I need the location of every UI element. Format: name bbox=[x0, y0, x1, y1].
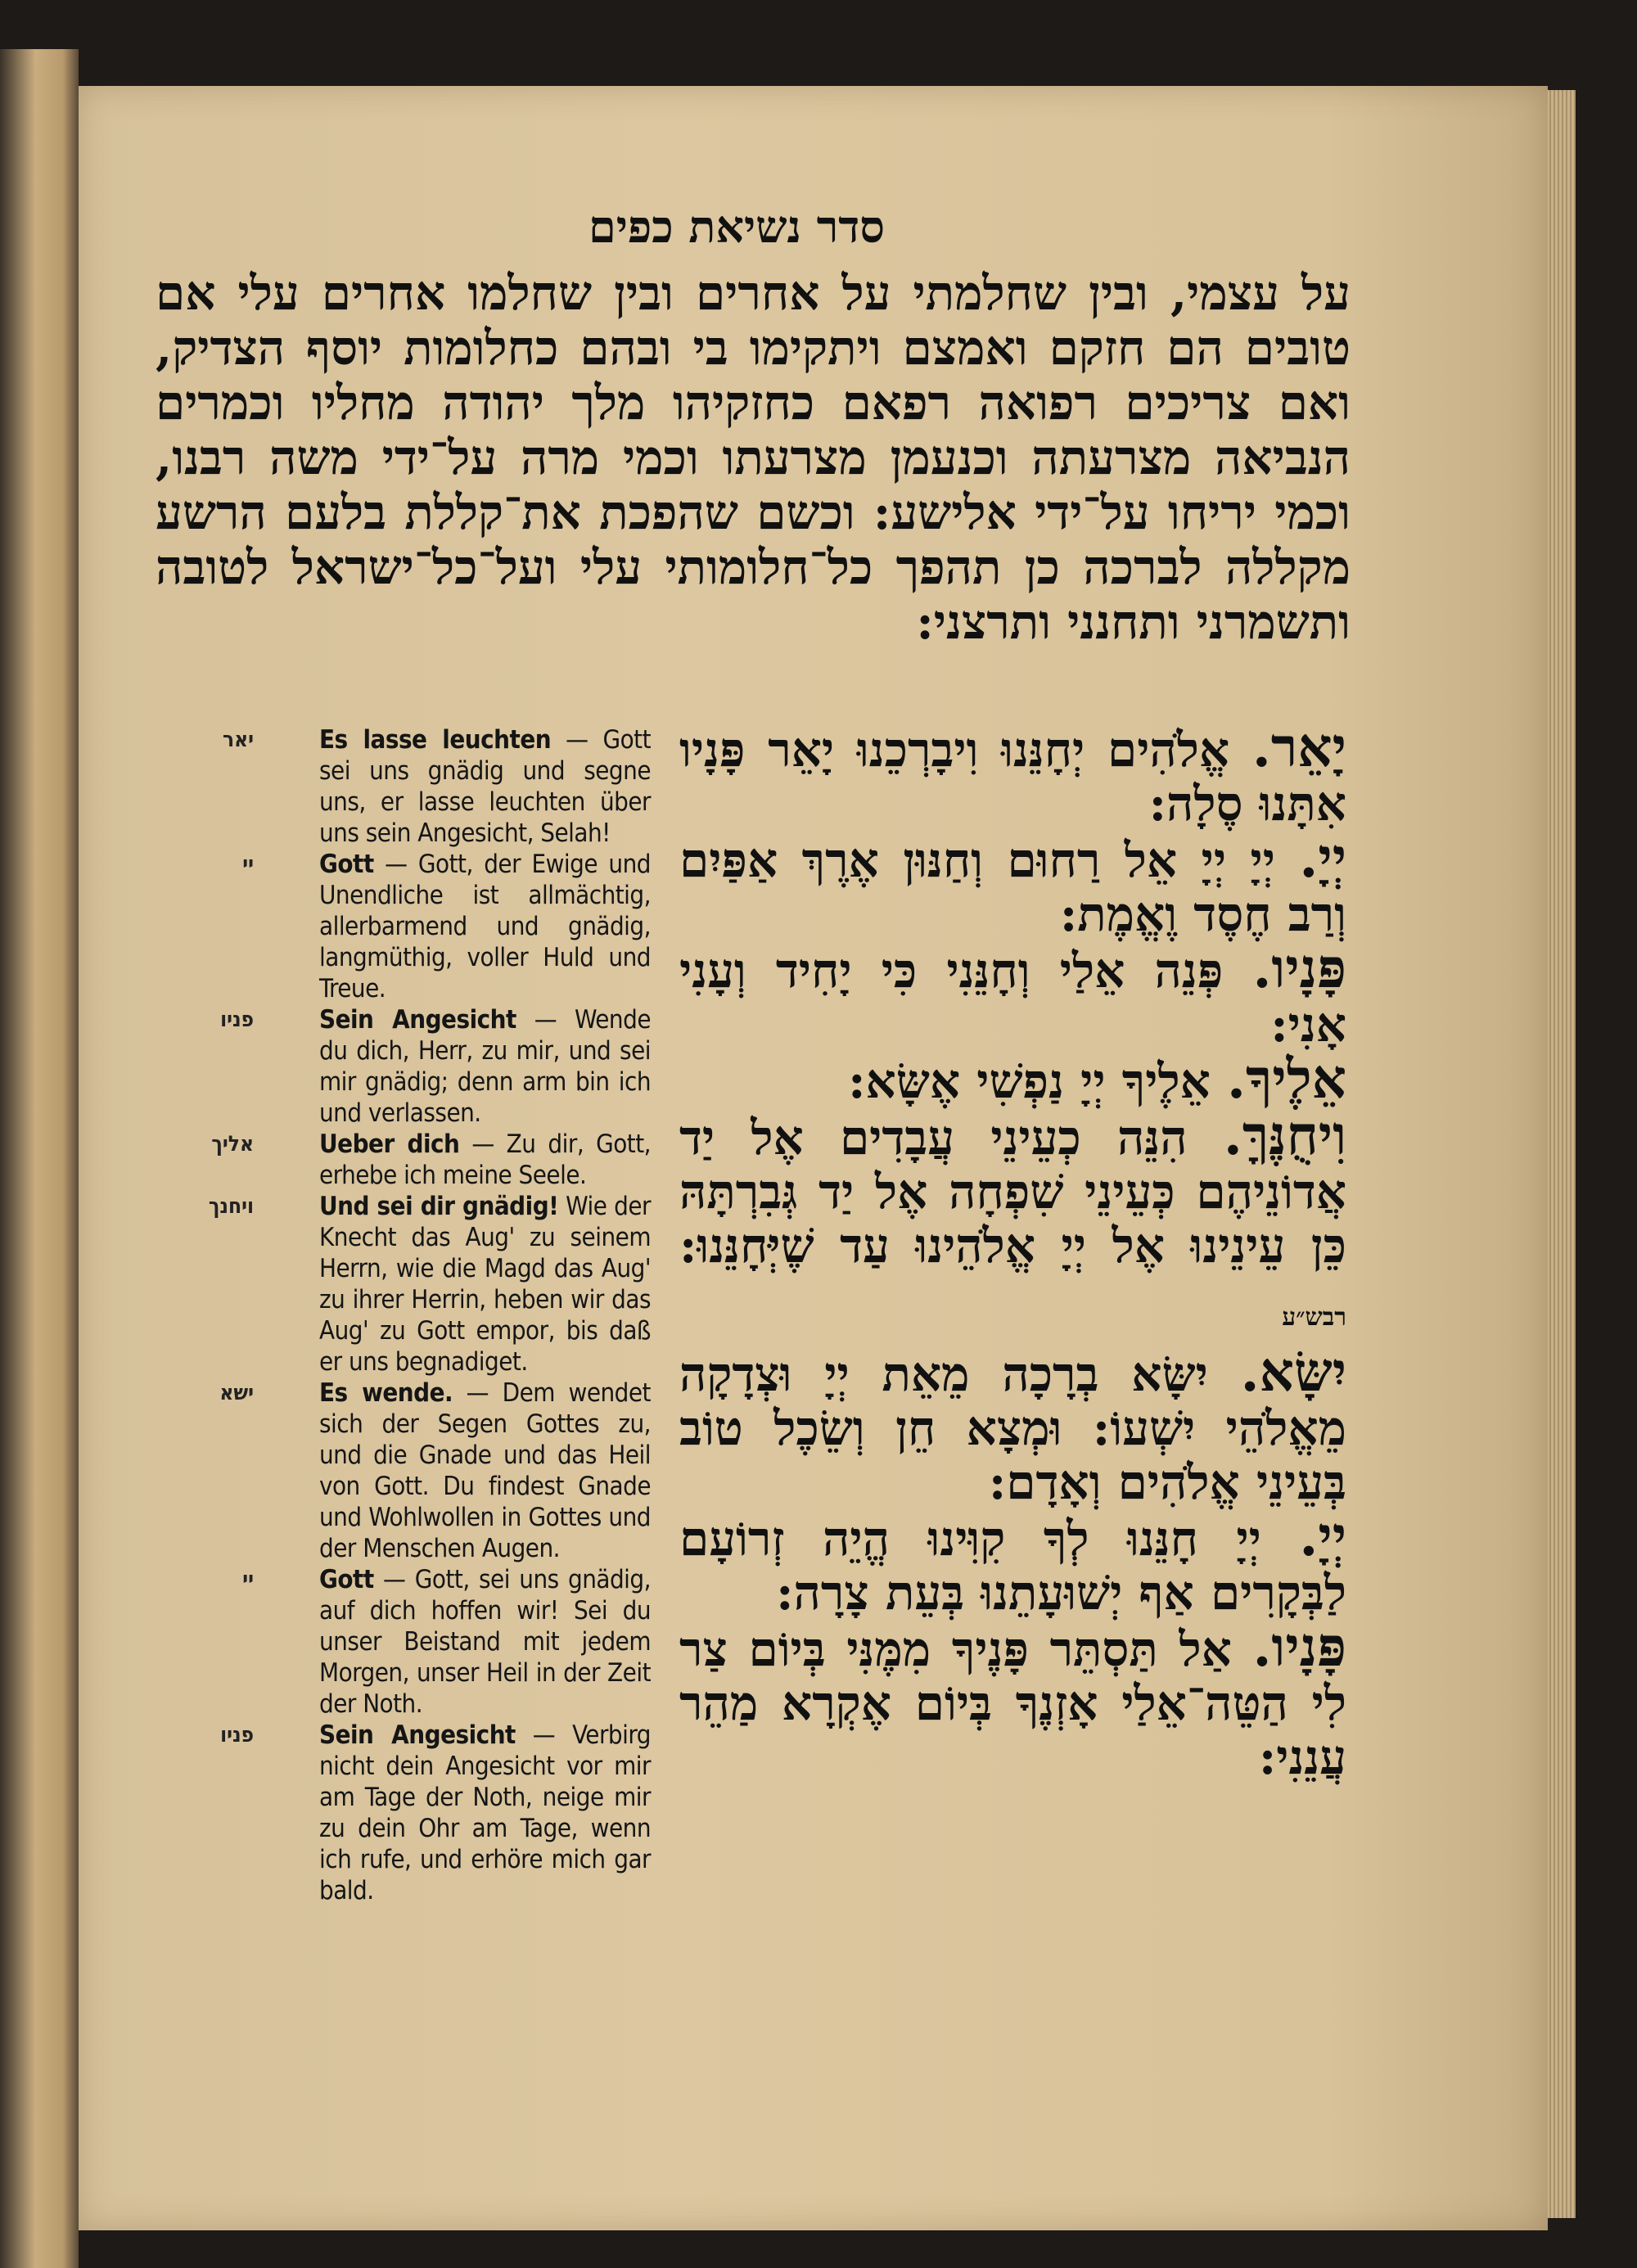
hebrew-entry-body: הִנֵּה כְעֵינֵי עֲבָדִים אֶל יַד אֲדוֹנֵיהֶם כְּעֵינֵי שִׁפְחָה אֶל יַד גְּבִרְתָּהּ כֵּן עֵינֵינוּ אֶל יְיָ אֱלֹהֵינוּ עַד שֶׁיְּחָנֵּנוּ: bbox=[679, 1110, 1346, 1274]
page-heading: סדר נשיאת כפים bbox=[589, 201, 885, 253]
german-entry-body: Wie der Knecht das Aug' zu seinem Herrn, wie die Magd das Aug' zu ihrer Herrin, heben wir das Aug' zu Gott empor, bis daß er uns begnadiget. bbox=[319, 1192, 651, 1377]
intro-paragraph: על עצמי, ובין שחלמתי על אחרים ובין שחלמו אחרים עלי אם טובים הם חזקם ואמצם ויתקימו בי ובהם כחלומות יוסף הצדיק, ואם צריכים רפואה רפאם כחזקיהו מלך יהודה מחליו וכמרים הנביאה מצרעתה וכנעמן מצרעתו וכמי מרה על־ידי משה רבנו, וכמי יריחו על־ידי אלישע: וכשם שהפכת את־קללת בלעם הרשע מקללה לברכה כן תהפך כל־חלומותי עלי ועל־כל־ישראל לטובה ותשמרני ותחנני ותרצני: bbox=[156, 265, 1351, 650]
hebrew-entry-body: אַל תַּסְתֵּר פָּנֶיךָ מִמֶּנִּי בְּיוֹם צַר לִי הַטֵּה־אֵלַי אָזְנֶךָ בְּיוֹם אֶקְרָא מַהֵר עֲנֵנִי: bbox=[679, 1621, 1346, 1785]
german-entry-body: — Gott sei uns gnädig und segne uns, er lasse leuchten über uns sein Angesicht, Selah! bbox=[319, 725, 652, 848]
german-entry-keyword: פניו bbox=[220, 1723, 254, 1747]
german-entry-keyword: יי bbox=[242, 1567, 254, 1592]
german-entry-text bbox=[319, 1564, 651, 1720]
book-spine-edge bbox=[0, 49, 79, 2268]
german-entry-lead: Ueber dich bbox=[319, 1129, 460, 1159]
german-entry-keyword: יאר bbox=[223, 728, 254, 752]
german-entry-body: — Verbirg nicht dein Angesicht vor mir am Tage der Noth, neige mir zu dein Ohr am Tage, wenn ich rufe, und erhöre mich gar bald. bbox=[319, 1720, 651, 1905]
hebrew-entry-body: יְיָ חָנֵּנוּ לְךָ קִוִּינוּ הֱיֵה זְרוֹעָם לַבְּקָרִים אַף יְשׁוּעָתֵנוּ בְּעֵת צָרָה: bbox=[679, 1511, 1346, 1621]
german-entry-keyword: אליך bbox=[211, 1132, 254, 1157]
german-entry-text bbox=[319, 1377, 651, 1564]
hebrew-entry-lead: יָאֵר. bbox=[1251, 715, 1346, 779]
german-entry-lead: Und sei dir gnädig! bbox=[319, 1192, 559, 1221]
hebrew-entry bbox=[679, 826, 1346, 942]
german-entry bbox=[164, 1004, 655, 1129]
hebrew-entry-lead: יִשָּׂא. bbox=[1240, 1340, 1346, 1404]
german-entry-lead: Sein Angesicht bbox=[319, 1005, 516, 1035]
german-entry bbox=[164, 1564, 655, 1720]
hebrew-entry-lead: פָּנָיו. bbox=[1252, 1615, 1346, 1679]
german-entry-lead: Es wende. bbox=[319, 1378, 453, 1408]
hebrew-entry bbox=[679, 936, 1346, 1053]
hebrew-entry-lead: אֵלֶיךָ. bbox=[1227, 1047, 1346, 1111]
german-translation-column bbox=[164, 724, 655, 2067]
german-entry-body: — Dem wendet sich der Segen Gottes zu, und die Gnade und das Heil von Gott. Du findest Gnade und Wohlwollen in Gottes und der Menschen Augen. bbox=[319, 1378, 651, 1563]
hebrew-entry-cite: רבש״ע bbox=[1282, 1303, 1346, 1332]
hebrew-entry-lead: וִיחֻנֶּךָּ. bbox=[1223, 1103, 1346, 1167]
german-entry bbox=[164, 1191, 655, 1377]
hebrew-entry bbox=[679, 715, 1346, 832]
hebrew-entry-body: יִשָּׂא בְרָכָה מֵאֵת יְיָ וּצְדָקָה מֵאֱלֹהֵי יִשְׁעוֹ: וּמְצָא חֵן וְשֵׂכֶל טוֹב בְּעֵינֵי אֱלֹהִים וְאָדָם: bbox=[679, 1346, 1346, 1510]
hebrew-entry-body: אֱלֹהִים יְחָנֵּנוּ וִיבָרְכֵנוּ יָאֵר פָּנָיו אִתָּנוּ סֶלָה: bbox=[679, 722, 1346, 832]
hebrew-entry bbox=[679, 1047, 1346, 1111]
german-entry-text bbox=[319, 1191, 651, 1377]
german-entry-body: — Zu dir, Gott, erhebe ich meine Seele. bbox=[319, 1129, 651, 1190]
german-entry-text bbox=[319, 724, 651, 849]
hebrew-entry-body: פְּנֵה אֵלַי וְחָנֵּנִי כִּי יָחִיד וְעָנִי אָנִי: bbox=[679, 943, 1346, 1053]
hebrew-text-column bbox=[679, 715, 1346, 2079]
hebrew-entry bbox=[679, 1504, 1346, 1621]
german-entry-lead: Es lasse leuchten bbox=[319, 725, 552, 755]
german-entry-text bbox=[319, 1720, 651, 1906]
german-entry-keyword: פניו bbox=[220, 1008, 254, 1032]
hebrew-entry bbox=[679, 1615, 1346, 1785]
german-entry bbox=[164, 1720, 655, 1906]
german-entry-body: — Gott, der Ewige und Unendliche ist allmächtig, allerbarmend und gnädig, langmüthig, voller Huld und Treue. bbox=[319, 850, 651, 1003]
german-entry-body: — Wende du dich, Herr, zu mir, und sei mir gnädig; denn arm bin ich und verlassen. bbox=[319, 1005, 651, 1128]
hebrew-entry-body: אֵלֶיךָ יְיָ נַפְשִׁי אֶשָּׂא: bbox=[848, 1053, 1228, 1109]
german-entry-text bbox=[319, 1004, 651, 1129]
german-entry-text bbox=[319, 1129, 651, 1191]
german-entry bbox=[164, 849, 655, 1004]
hebrew-entry-body: יְיָ יְיָ אֵל רַחוּם וְחַנּוּן אֶרֶךְ אַפַּיִם וְרַב חֶסֶד וֶאֱמֶת: bbox=[679, 832, 1346, 942]
hebrew-entry bbox=[679, 1103, 1346, 1345]
hebrew-entry-lead: יְיָ. bbox=[1299, 1504, 1346, 1568]
german-entry-lead: Sein Angesicht bbox=[319, 1720, 516, 1750]
german-entry-lead: Gott bbox=[319, 1565, 374, 1594]
hebrew-entry-lead: יְיָ. bbox=[1299, 826, 1346, 890]
german-entry-keyword: ויחנך bbox=[208, 1194, 254, 1219]
hebrew-entry bbox=[679, 1340, 1346, 1510]
german-entry-text bbox=[319, 849, 651, 1004]
german-entry bbox=[164, 1377, 655, 1564]
german-entry-body: — Gott, sei uns gnädig, auf dich hoffen wir! Sei du unser Beistand mit jedem Morgen, unser Heil in der Zeit der Noth. bbox=[319, 1565, 651, 1719]
german-entry-keyword: ישא bbox=[219, 1381, 254, 1405]
german-entry bbox=[164, 724, 655, 849]
german-entry-keyword: יי bbox=[242, 852, 254, 877]
hebrew-entry-lead: פָּנָיו. bbox=[1252, 936, 1346, 1000]
german-entry bbox=[164, 1129, 655, 1191]
german-entry-lead: Gott bbox=[319, 850, 374, 879]
